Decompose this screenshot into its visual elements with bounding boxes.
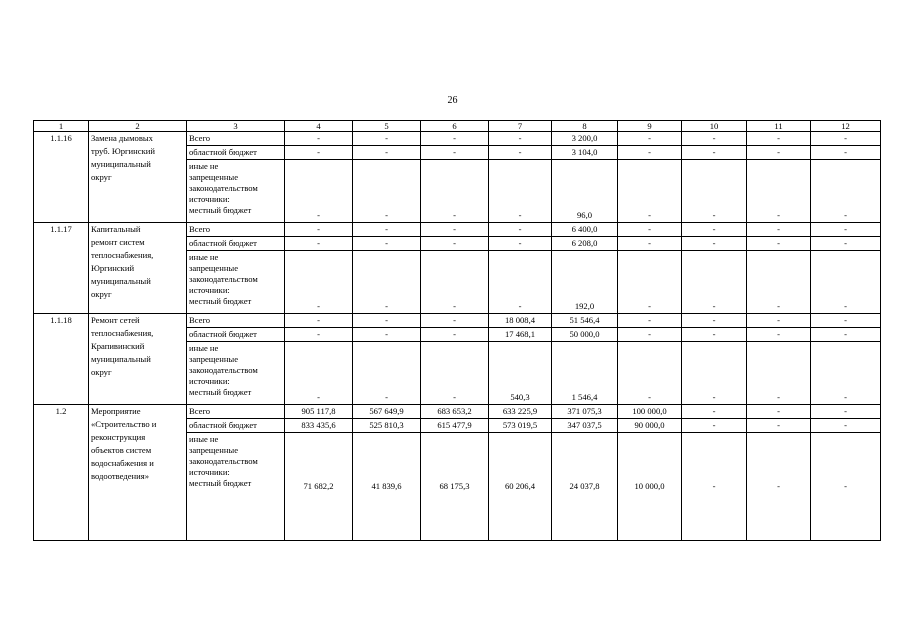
value-cell: 41 839,6 xyxy=(353,433,421,541)
value-cell: 18 008,4 xyxy=(489,314,552,328)
value-cell: - xyxy=(682,328,747,342)
value-cell: 347 037,5 xyxy=(552,419,618,433)
column-header: 4 xyxy=(285,121,353,132)
source-label-line: местный бюджет xyxy=(189,296,252,306)
value-cell: 71 682,2 xyxy=(285,433,353,541)
value-cell: - xyxy=(811,132,881,146)
value-cell: - xyxy=(353,132,421,146)
item-name xyxy=(89,223,187,314)
value-cell: 60 206,4 xyxy=(489,433,552,541)
source-label-line: иные не xyxy=(189,343,219,353)
item-code: 1.2 xyxy=(34,405,89,541)
column-header: 2 xyxy=(89,121,187,132)
item-name-line: округ xyxy=(91,289,112,299)
value-cell: - xyxy=(489,237,552,251)
source-label-line: запрещенные xyxy=(189,445,239,455)
value-cell: 6 208,0 xyxy=(552,237,618,251)
source-label xyxy=(187,160,285,223)
value-cell: - xyxy=(747,314,811,328)
source-label-line: иные не xyxy=(189,161,219,171)
source-label-line: местный бюджет xyxy=(189,478,252,488)
value-cell: 633 225,9 xyxy=(489,405,552,419)
value-cell: - xyxy=(489,132,552,146)
source-label-line: законодательством xyxy=(189,365,258,375)
value-cell: 17 468,1 xyxy=(489,328,552,342)
column-header: 7 xyxy=(489,121,552,132)
value-cell: - xyxy=(811,237,881,251)
value-cell: - xyxy=(682,419,747,433)
value-cell: - xyxy=(421,223,489,237)
value-cell: - xyxy=(811,314,881,328)
value-cell: 50 000,0 xyxy=(552,328,618,342)
source-label-line: иные не xyxy=(189,434,219,444)
item-name-line: Капитальный xyxy=(91,224,141,234)
value-cell: - xyxy=(421,251,489,314)
value-cell: - xyxy=(747,146,811,160)
source-label-line: местный бюджет xyxy=(189,205,252,215)
value-cell: - xyxy=(747,160,811,223)
value-cell: - xyxy=(353,223,421,237)
item-name-line: реконструкция xyxy=(91,432,146,442)
source-label-line: местный бюджет xyxy=(189,387,252,397)
value-cell: 905 117,8 xyxy=(285,405,353,419)
value-cell: 540,3 xyxy=(489,342,552,405)
item-name-line: Замена дымовых xyxy=(91,133,153,143)
value-cell: - xyxy=(747,419,811,433)
value-cell: - xyxy=(747,328,811,342)
value-cell: 567 649,9 xyxy=(353,405,421,419)
item-code: 1.1.18 xyxy=(34,314,89,405)
source-label-line: источники: xyxy=(189,467,230,477)
value-cell: 573 019,5 xyxy=(489,419,552,433)
value-cell: - xyxy=(682,405,747,419)
source-label: Всего xyxy=(187,223,285,237)
value-cell: - xyxy=(618,342,682,405)
value-cell: 100 000,0 xyxy=(618,405,682,419)
value-cell: - xyxy=(285,160,353,223)
value-cell: - xyxy=(682,433,747,541)
value-cell: - xyxy=(285,146,353,160)
value-cell: - xyxy=(421,342,489,405)
source-label-line: законодательством xyxy=(189,274,258,284)
item-name-line: теплоснабжения, xyxy=(91,250,154,260)
value-cell: 525 810,3 xyxy=(353,419,421,433)
value-cell: - xyxy=(618,132,682,146)
value-cell: - xyxy=(353,146,421,160)
value-cell: - xyxy=(811,342,881,405)
table-row xyxy=(34,223,881,237)
value-cell: 24 037,8 xyxy=(552,433,618,541)
value-cell: - xyxy=(747,433,811,541)
source-label-line: источники: xyxy=(189,376,230,386)
table-row xyxy=(34,405,881,419)
source-label: Всего xyxy=(187,314,285,328)
page-number: 26 xyxy=(447,95,458,106)
column-header: 10 xyxy=(682,121,747,132)
source-label-line: запрещенные xyxy=(189,354,239,364)
value-cell: 371 075,3 xyxy=(552,405,618,419)
value-cell: - xyxy=(353,314,421,328)
value-cell: 1 546,4 xyxy=(552,342,618,405)
value-cell: - xyxy=(353,342,421,405)
value-cell: - xyxy=(811,328,881,342)
table-row xyxy=(34,132,881,146)
value-cell: - xyxy=(353,251,421,314)
value-cell: - xyxy=(421,328,489,342)
item-name-line: Ремонт сетей xyxy=(91,315,140,325)
value-cell: - xyxy=(489,146,552,160)
column-header: 12 xyxy=(811,121,881,132)
source-label-line: источники: xyxy=(189,285,230,295)
column-header: 6 xyxy=(421,121,489,132)
value-cell: - xyxy=(747,132,811,146)
item-name-line: ремонт систем xyxy=(91,237,145,247)
value-cell: - xyxy=(618,223,682,237)
item-code: 1.1.17 xyxy=(34,223,89,314)
value-cell: - xyxy=(618,314,682,328)
value-cell: - xyxy=(618,237,682,251)
value-cell: 615 477,9 xyxy=(421,419,489,433)
source-label-line: законодательством xyxy=(189,456,258,466)
value-cell: - xyxy=(421,146,489,160)
item-name xyxy=(89,132,187,223)
column-header: 11 xyxy=(747,121,811,132)
value-cell: - xyxy=(811,160,881,223)
value-cell: 90 000,0 xyxy=(618,419,682,433)
value-cell: - xyxy=(285,223,353,237)
value-cell: - xyxy=(285,132,353,146)
item-name-line: округ xyxy=(91,367,112,377)
item-name xyxy=(89,405,187,541)
value-cell: 3 200,0 xyxy=(552,132,618,146)
value-cell: - xyxy=(811,251,881,314)
value-cell: - xyxy=(489,251,552,314)
budget-table xyxy=(33,120,881,541)
value-cell: 683 653,2 xyxy=(421,405,489,419)
source-label xyxy=(187,251,285,314)
value-cell: - xyxy=(811,146,881,160)
value-cell: - xyxy=(682,223,747,237)
value-cell: - xyxy=(811,419,881,433)
column-number-row xyxy=(34,121,881,132)
value-cell: - xyxy=(811,405,881,419)
value-cell: - xyxy=(285,328,353,342)
value-cell: - xyxy=(421,237,489,251)
column-header: 5 xyxy=(353,121,421,132)
value-cell: 833 435,6 xyxy=(285,419,353,433)
item-name-line: Крапивинский xyxy=(91,341,145,351)
source-label: Всего xyxy=(187,132,285,146)
item-name-line: Юргинский xyxy=(91,263,135,273)
source-label: Всего xyxy=(187,405,285,419)
value-cell: 96,0 xyxy=(552,160,618,223)
item-name-line: округ xyxy=(91,172,112,182)
value-cell: 68 175,3 xyxy=(421,433,489,541)
value-cell: - xyxy=(811,223,881,237)
value-cell: - xyxy=(682,342,747,405)
value-cell: - xyxy=(618,251,682,314)
value-cell: - xyxy=(285,342,353,405)
item-name-line: труб. Юргинский xyxy=(91,146,155,156)
item-name-line: «Строительство и xyxy=(91,419,157,429)
value-cell: - xyxy=(421,160,489,223)
table-row xyxy=(34,314,881,328)
value-cell: - xyxy=(421,132,489,146)
column-header: 3 xyxy=(187,121,285,132)
value-cell: 51 546,4 xyxy=(552,314,618,328)
value-cell: - xyxy=(747,251,811,314)
value-cell: - xyxy=(489,223,552,237)
value-cell: - xyxy=(682,251,747,314)
value-cell: - xyxy=(682,146,747,160)
item-name-line: водоснабжения и xyxy=(91,458,154,468)
item-name-line: муниципальный xyxy=(91,159,151,169)
value-cell: - xyxy=(618,146,682,160)
value-cell: 192,0 xyxy=(552,251,618,314)
value-cell: - xyxy=(353,328,421,342)
source-label-line: иные не xyxy=(189,252,219,262)
value-cell: - xyxy=(618,160,682,223)
value-cell: - xyxy=(353,237,421,251)
value-cell: - xyxy=(811,433,881,541)
item-name-line: теплоснабжения, xyxy=(91,328,154,338)
source-label-line: запрещенные xyxy=(189,172,239,182)
value-cell: 10 000,0 xyxy=(618,433,682,541)
value-cell: 3 104,0 xyxy=(552,146,618,160)
item-name xyxy=(89,314,187,405)
value-cell: 6 400,0 xyxy=(552,223,618,237)
value-cell: - xyxy=(285,237,353,251)
value-cell: - xyxy=(682,132,747,146)
column-header: 8 xyxy=(552,121,618,132)
source-label xyxy=(187,342,285,405)
value-cell: - xyxy=(285,251,353,314)
source-label xyxy=(187,433,285,541)
item-name-line: Мероприятие xyxy=(91,406,141,416)
column-header: 1 xyxy=(34,121,89,132)
value-cell: - xyxy=(421,314,489,328)
source-label: областной бюджет xyxy=(187,237,285,251)
value-cell: - xyxy=(618,328,682,342)
value-cell: - xyxy=(747,405,811,419)
value-cell: - xyxy=(353,160,421,223)
source-label: областной бюджет xyxy=(187,328,285,342)
value-cell: - xyxy=(747,342,811,405)
source-label-line: законодательством xyxy=(189,183,258,193)
value-cell: - xyxy=(285,314,353,328)
column-header: 9 xyxy=(618,121,682,132)
value-cell: - xyxy=(682,237,747,251)
value-cell: - xyxy=(682,314,747,328)
value-cell: - xyxy=(682,160,747,223)
source-label-line: источники: xyxy=(189,194,230,204)
source-label: областной бюджет xyxy=(187,146,285,160)
source-label: областной бюджет xyxy=(187,419,285,433)
item-code: 1.1.16 xyxy=(34,132,89,223)
value-cell: - xyxy=(747,237,811,251)
value-cell: - xyxy=(747,223,811,237)
table-body xyxy=(34,121,881,541)
item-name-line: водоотведения» xyxy=(91,471,149,481)
item-name-line: муниципальный xyxy=(91,276,151,286)
value-cell: - xyxy=(489,160,552,223)
item-name-line: объектов систем xyxy=(91,445,152,455)
source-label-line: запрещенные xyxy=(189,263,239,273)
item-name-line: муниципальный xyxy=(91,354,151,364)
